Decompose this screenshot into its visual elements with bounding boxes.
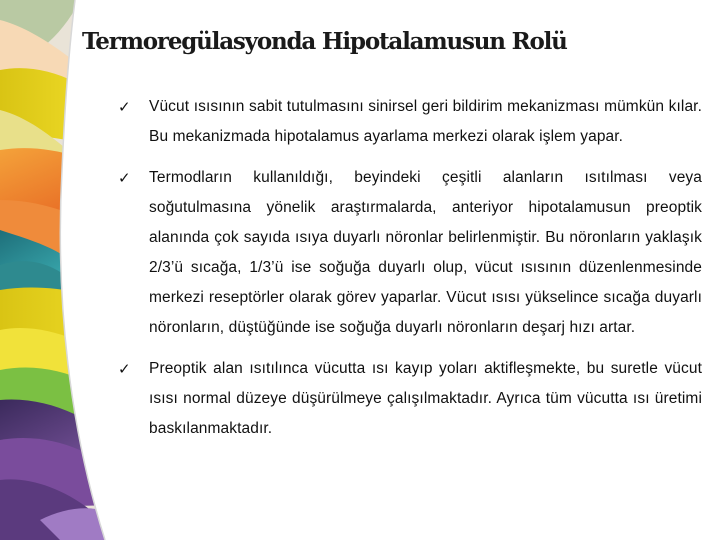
bullet-text: Termodların kullanıldığı, beyindeki çeşitli alanların ısıtılması veya soğutulmasına yönelik araştırmalarda, anteriyor hipotalamusun preoptik alanında çok sayıda ısıya duyarlı nöronlar belirlenmiştir. Bu nöronların yaklaşık 2/3’ü sıcağa, 1/3’ü ise soğuğa duyarlı olup, vücut ısısının düzenlenmesinde merkezi reseptörler olarak görev yaparlar. Vücut ısısı yükselince sıcağa duyarlı nöronların, düştüğünde ise soğuğa duyarlı nöronların deşarj hızı artar. [149, 169, 702, 336]
bullet-text: Vücut ısısının sabit tutulmasını sinirsel geri bildirim mekanizması mümkün kılar. Bu mekanizmada hipotalamus ayarlama merkezi olarak işlem yapar. [149, 98, 702, 145]
bullet-list [118, 92, 702, 455]
check-mark-icon: ✓ [118, 360, 131, 378]
bullet-item [118, 92, 702, 152]
slide-title: Termoregülasyonda Hipotalamusun Rolü [82, 28, 567, 55]
check-mark-icon: ✓ [118, 169, 131, 187]
check-mark-icon: ✓ [118, 98, 131, 116]
bullet-text: Preoptik alan ısıtılınca vücutta ısı kayıp yoları aktifleşmekte, bu suretle vücut ısısı normal düzeye düşürülmeye çalışılmaktadır. Ayrıca tüm vücutta ısı üretimi baskılanmaktadır. [149, 360, 702, 437]
bullet-item [118, 354, 702, 444]
bullet-item [118, 163, 702, 343]
